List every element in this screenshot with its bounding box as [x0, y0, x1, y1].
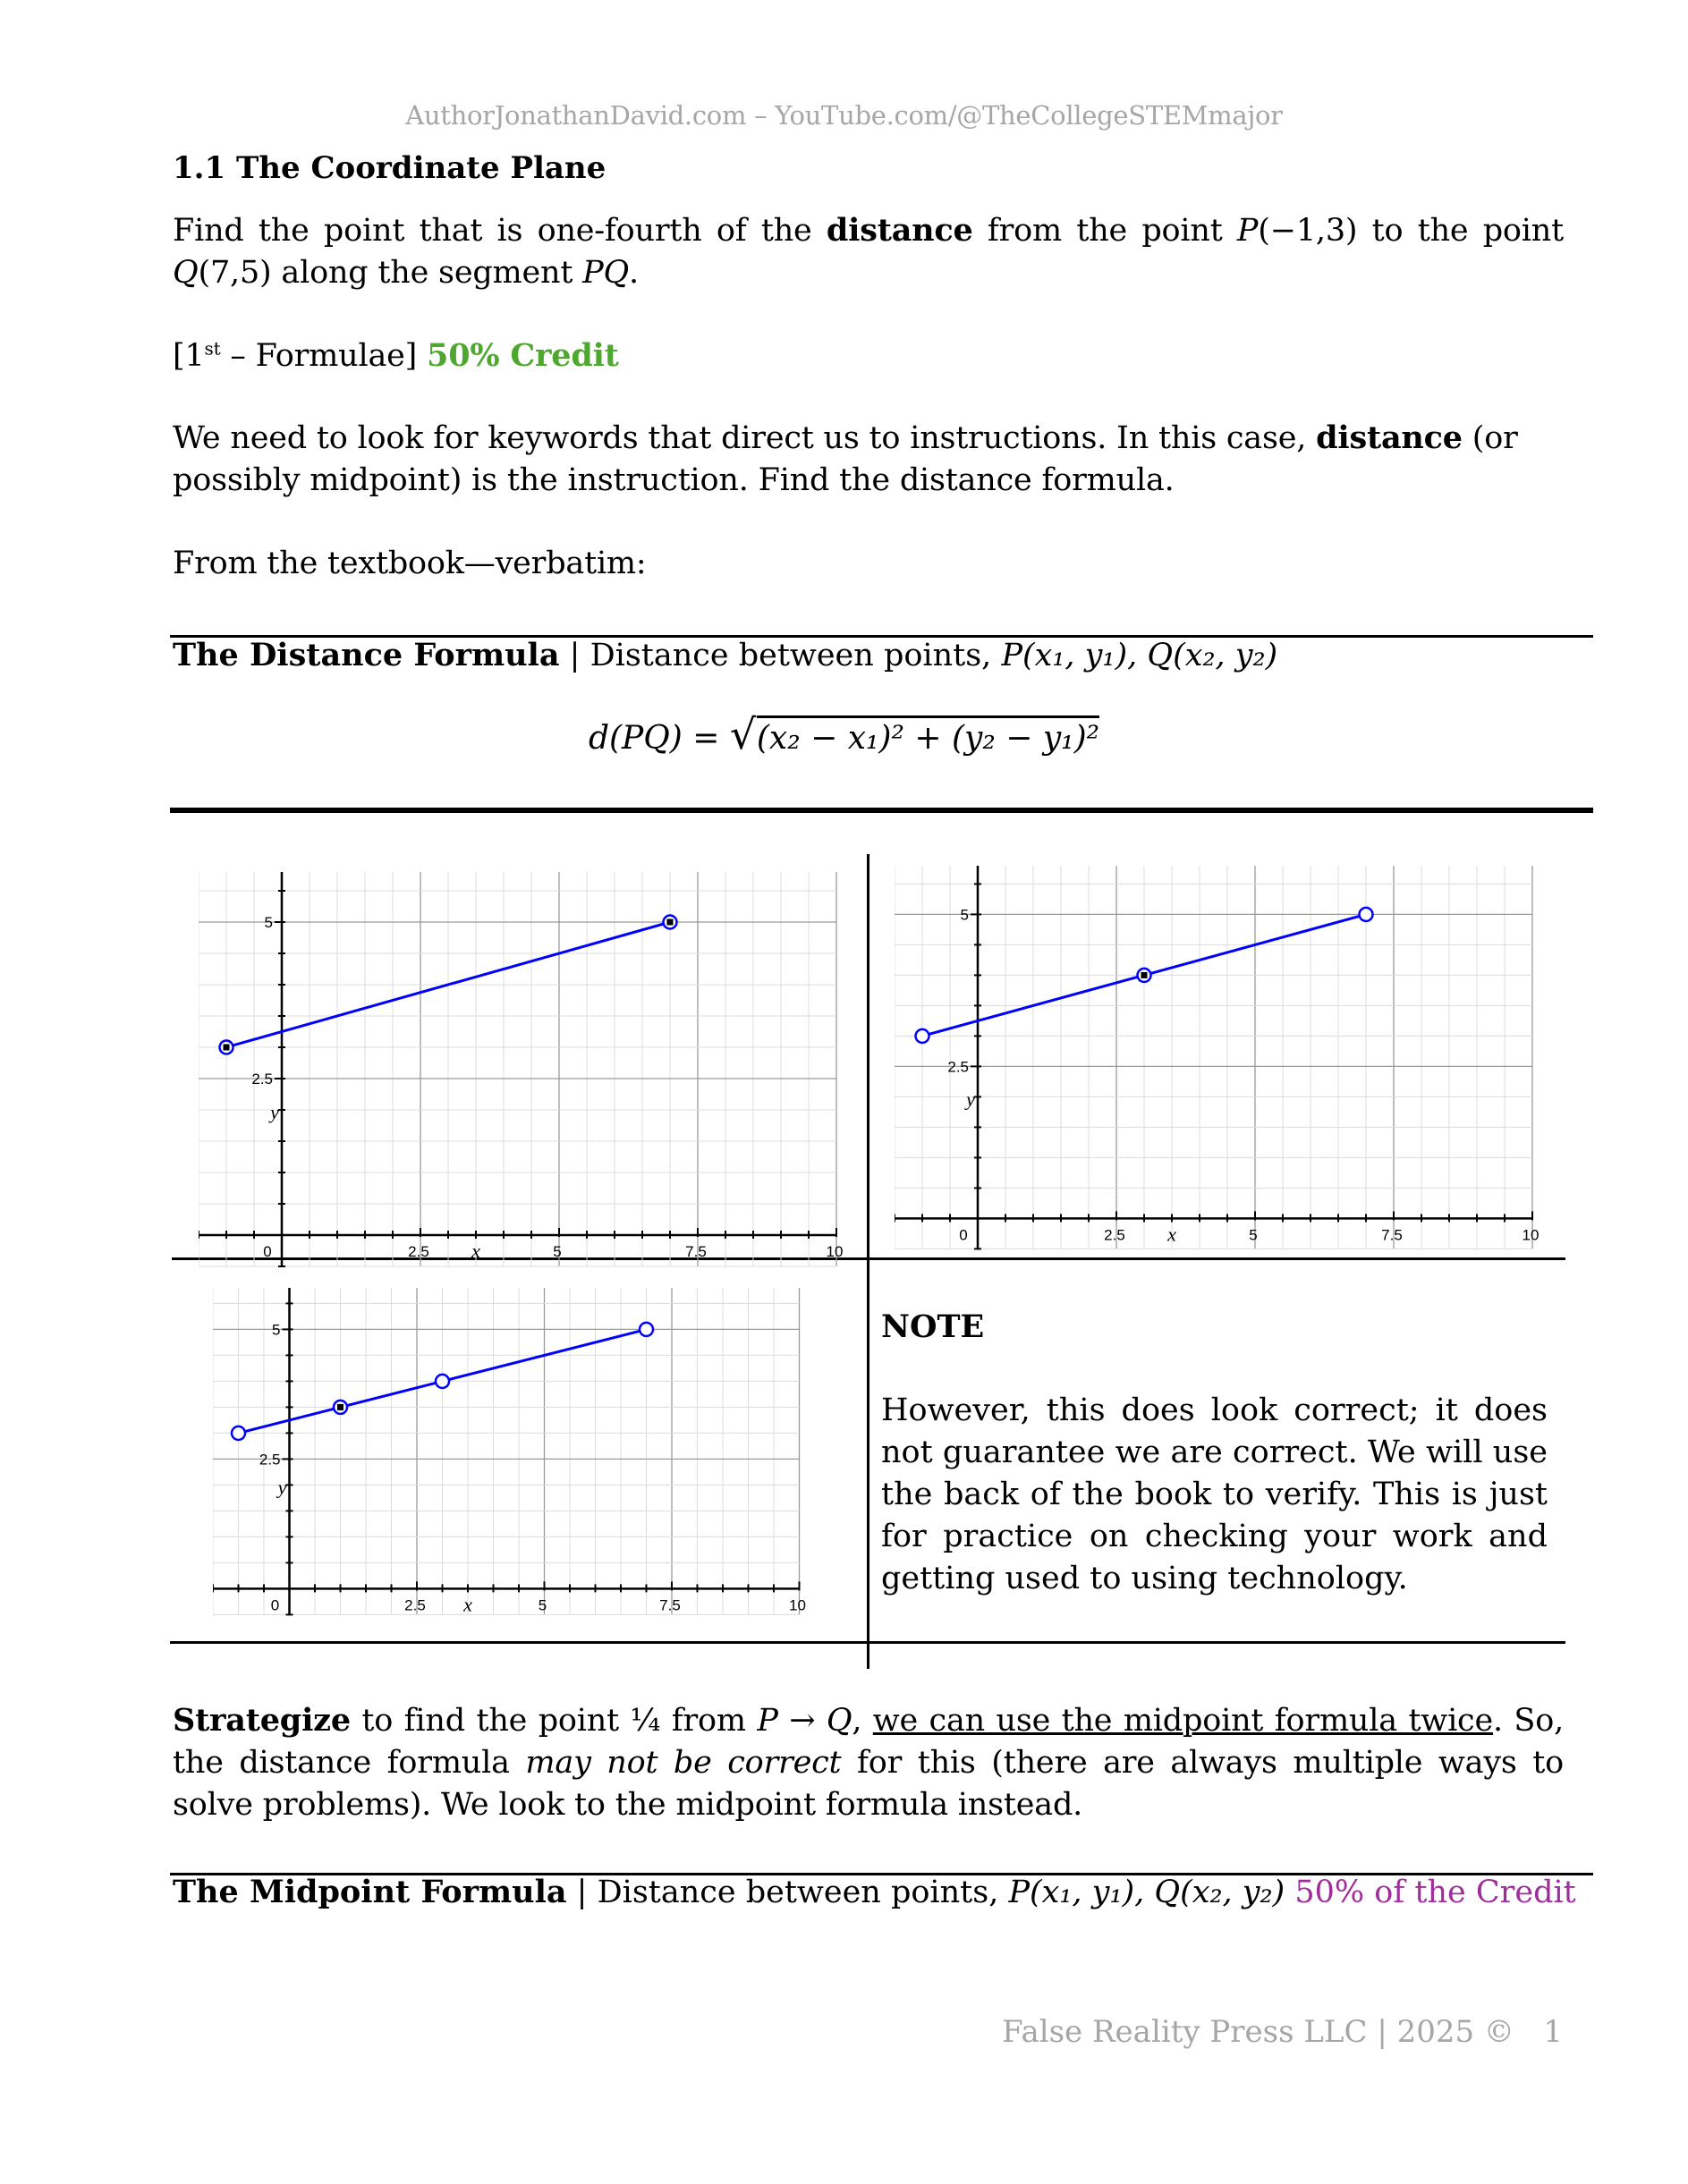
svg-text:2.5: 2.5	[251, 1071, 273, 1088]
point-p-label: P	[1236, 213, 1259, 249]
coordinate-plane	[199, 872, 845, 1275]
coordinate-plane	[895, 866, 1541, 1257]
credit-ordinal: st	[204, 337, 221, 360]
note-title: NOTE	[881, 1308, 985, 1345]
strategize-keyword: Strategize	[173, 1702, 351, 1739]
box-title-bold: The Distance Formula	[173, 637, 560, 673]
point-q-label: Q	[173, 255, 199, 291]
point-marker	[232, 1426, 245, 1440]
p-to-q: P → Q	[757, 1703, 852, 1739]
page-footer	[1002, 2014, 1563, 2050]
svg-text:7.5: 7.5	[1381, 1226, 1403, 1244]
underlined-text: we can use the midpoint formula twice	[872, 1703, 1493, 1739]
svg-text:x: x	[1167, 1223, 1176, 1246]
keywords-paragraph	[173, 417, 1564, 502]
svg-text:5: 5	[960, 906, 969, 924]
paragraph-text: for this (there are always multiple ways to solve problems). We look to the midpoint formula instead.	[173, 1745, 1564, 1823]
svg-text:2.5: 2.5	[408, 1243, 429, 1260]
formula-lhs: d(PQ) =	[588, 720, 730, 757]
svg-text:7.5: 7.5	[659, 1596, 681, 1614]
credit-label: [1	[173, 338, 205, 374]
point-marker	[1360, 908, 1373, 921]
svg-text:7.5: 7.5	[685, 1243, 707, 1260]
divider-thick	[170, 808, 1593, 813]
footer-text: False Reality Press LLC | 2025 ©	[1002, 2014, 1514, 2050]
table-column-divider	[867, 854, 869, 1669]
question-text: Find the point that is one-fourth of the	[173, 213, 827, 249]
box-title-bold: The Midpoint Formula	[173, 1874, 567, 1910]
paragraph-text: ,	[852, 1703, 873, 1739]
point-p-coords: (−1,3)	[1258, 213, 1358, 249]
box-points: P(x₁, y₁), Q(x₂, y₂)	[1008, 1875, 1285, 1910]
point-marker	[916, 1029, 929, 1043]
svg-text:y: y	[277, 1476, 287, 1499]
credit-badge: 50% of the Credit	[1285, 1875, 1576, 1910]
svg-text:x: x	[463, 1593, 472, 1616]
paragraph-text: We need to look for keywords that direct us to instructions. In this case,	[173, 420, 1317, 456]
svg-text:5: 5	[538, 1596, 547, 1614]
svg-text:5: 5	[272, 1321, 281, 1339]
segment-label: PQ	[582, 255, 630, 291]
box-title-text: | Distance between points,	[566, 1875, 1009, 1910]
svg-text:y: y	[966, 1088, 975, 1111]
question-text: to the point	[1357, 213, 1565, 249]
textbook-line: From the textbook—verbatim:	[173, 546, 647, 581]
svg-text:0: 0	[959, 1226, 968, 1244]
svg-text:2.5: 2.5	[1104, 1226, 1125, 1244]
svg-text:2.5: 2.5	[259, 1451, 281, 1469]
formula-radicand: (x₂ − x₁)² + (y₂ − y₁)²	[757, 715, 1099, 757]
svg-text:10: 10	[789, 1596, 806, 1614]
keyword-distance: distance	[826, 212, 973, 249]
section-title: 1.1 The Coordinate Plane	[173, 150, 606, 186]
paragraph-text: (or possibly midpoint) is the instruction. Find the distance formula.	[173, 420, 1518, 498]
square-root	[729, 710, 1100, 758]
midpoint-formula-title	[173, 1874, 1576, 1910]
svg-text:x: x	[471, 1240, 480, 1262]
paragraph-text: to find the point ¼ from	[350, 1703, 758, 1739]
graph-midpoint	[895, 866, 1541, 1257]
question-text: .	[629, 255, 639, 291]
italic-text: may not be correct	[525, 1745, 842, 1781]
svg-text:2.5: 2.5	[947, 1058, 969, 1076]
question-text: along the segment	[271, 255, 583, 291]
svg-text:2.5: 2.5	[404, 1596, 426, 1614]
point-marker	[436, 1375, 449, 1388]
radical-icon: √	[729, 710, 757, 758]
credit-label: – Formulae]	[220, 338, 428, 374]
graph-quarter-point	[213, 1288, 809, 1623]
question-text: from the point	[972, 213, 1237, 249]
page-number: 1	[1543, 2014, 1563, 2050]
svg-text:10: 10	[1522, 1226, 1540, 1244]
box-title-text: | Distance between points,	[559, 638, 1002, 673]
credit-badge: 50% Credit	[427, 337, 619, 374]
svg-text:5: 5	[1249, 1226, 1258, 1244]
keyword-distance: distance	[1316, 419, 1463, 456]
svg-text:0: 0	[270, 1596, 280, 1614]
point-marker	[640, 1323, 653, 1336]
svg-text:0: 0	[263, 1243, 272, 1260]
distance-formula-title	[173, 637, 1277, 673]
strategize-paragraph	[173, 1699, 1564, 1826]
graph-segment-pq	[199, 872, 845, 1275]
svg-text:5: 5	[264, 914, 273, 931]
svg-text:10: 10	[826, 1243, 844, 1260]
table-bottom-border	[170, 1641, 1565, 1644]
box-points: P(x₁, y₁), Q(x₂, y₂)	[1001, 638, 1278, 673]
paragraph-text: . So, the distance formula	[173, 1703, 1564, 1781]
page-header: AuthorJonathanDavid.com – YouTube.com/@TheCollegeSTEMmajor	[405, 100, 1283, 131]
question-paragraph	[173, 209, 1564, 294]
coordinate-plane	[213, 1288, 809, 1623]
point-q-coords: (7,5)	[198, 255, 272, 291]
note-panel	[881, 1306, 1548, 1600]
note-body: However, this does look correct; it does not guarantee we are correct. We will use the back of the book to verify. This is just for practice on checking your work and getting used to using technology.	[881, 1393, 1548, 1596]
distance-formula	[0, 710, 1688, 758]
svg-text:y: y	[270, 1101, 279, 1123]
credit-line	[173, 334, 1564, 377]
svg-text:5: 5	[553, 1243, 562, 1260]
